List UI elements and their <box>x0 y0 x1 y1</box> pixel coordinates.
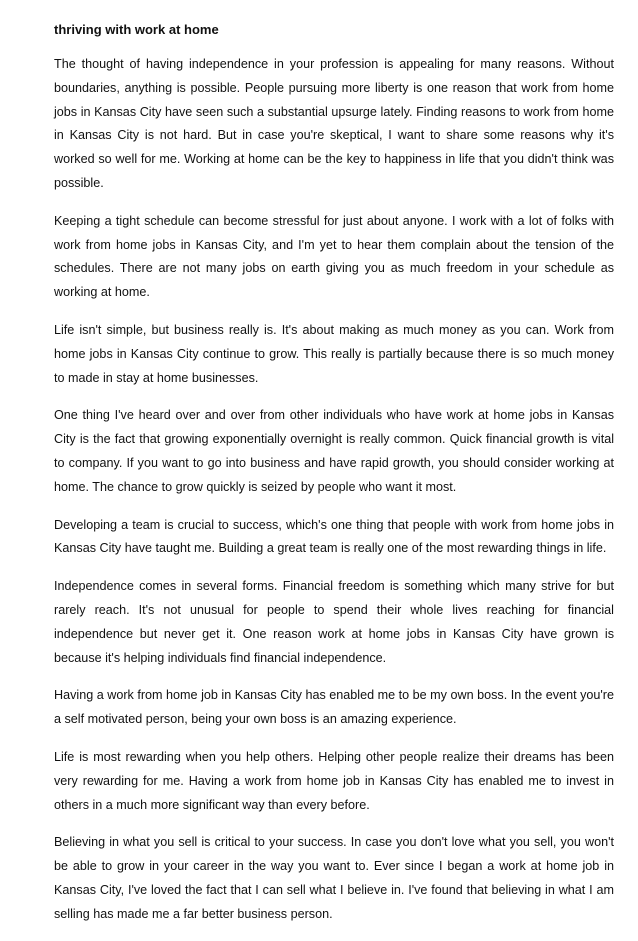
paragraph-4: One thing I've heard over and over from other individuals who have work at home jobs in Kansas City is the fact that growing exponentially overnight is really common. Quick financial growth is vital to company. If you want to go into business and have rapid growth, you should consider working at home. The chance to grow quickly is seized by people who want it most. <box>54 408 614 494</box>
document-title: thriving with work at home <box>54 22 219 37</box>
paragraph-6: Independence comes in several forms. Financial freedom is something which many strive for but rarely reach. It's not unusual for people to spend their whole lives reaching for financial independence but never get it. One reason work at home jobs in Kansas City have grown is because it's helping individuals find financial independence. <box>54 579 614 665</box>
document-page <box>54 18 614 941</box>
paragraph-5: Developing a team is crucial to success, which's one thing that people with work from home jobs in Kansas City have taught me. Building a great team is really one of the most rewarding things in life. <box>54 517 614 556</box>
paragraph-8: Life is most rewarding when you help others. Helping other people realize their dreams has been very rewarding for me. Having a work from home job in Kansas City has enabled me to invest in others in a much more significant way than every before. <box>54 749 614 812</box>
paragraph-3: Life isn't simple, but business really is. It's about making as much money as you can. Work from home jobs in Kansas City continue to grow. This really is partially because there is so much money to made in stay at home businesses. <box>54 322 614 385</box>
paragraph-2: Keeping a tight schedule can become stressful for just about anyone. I work with a lot of folks with work from home jobs in Kansas City, and I'm yet to hear them complain about the tension of the schedules. There are not many jobs on earth giving you as much freedom in your schedule as working at home. <box>54 213 614 300</box>
paragraph-9: Believing in what you sell is critical to your success. In case you don't love what you sell, you won't be able to grow in your career in the way you want to. Ever since I began a work at home job in Kansas City, I've loved the fact that I can sell what I believe in. I've found that believing in what I am selling has made me a far better business person. <box>54 835 614 921</box>
paragraph-7: Having a work from home job in Kansas City has enabled me to be my own boss. In the event you're a self motivated person, being your own boss is an amazing experience. <box>54 688 614 727</box>
paragraph-1: The thought of having independence in your profession is appealing for many reasons. Without boundaries, anything is possible. People pursuing more liberty is one reason that work from home jobs in Kansas City have seen such a substantial upsurge lately. Finding reasons to work from home in Kansas City is not hard. But in case you're skeptical, I want to share some reasons why it's worked so well for me. Working at home can be the key to happiness in life that you didn't think was possible. <box>54 57 614 190</box>
